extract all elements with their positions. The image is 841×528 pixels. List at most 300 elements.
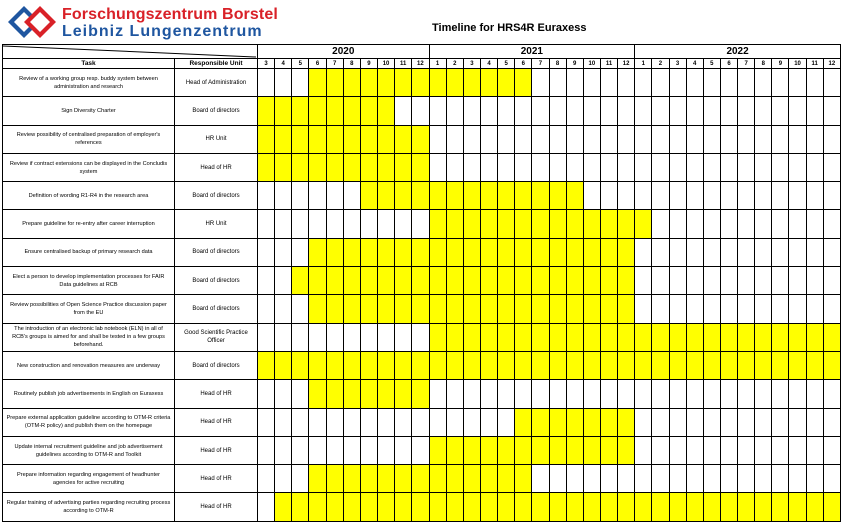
timeline-cell <box>549 97 566 125</box>
table-row <box>3 465 841 493</box>
timeline-cell-active <box>652 493 669 521</box>
timeline-cell-active <box>377 125 394 153</box>
timeline-cell-active <box>480 210 497 238</box>
timeline-cell <box>806 380 823 408</box>
timeline-cell <box>686 238 703 266</box>
timeline-cell <box>789 238 806 266</box>
timeline-cell-active <box>498 351 515 379</box>
timeline-cell <box>326 408 343 436</box>
timeline-cell-active <box>618 210 635 238</box>
timeline-cell <box>635 97 652 125</box>
timeline-cell-active <box>498 69 515 97</box>
timeline-cell <box>686 465 703 493</box>
timeline-cell-active <box>566 295 583 323</box>
timeline-cell <box>652 408 669 436</box>
timeline-cell-active <box>549 295 566 323</box>
timeline-cell-active <box>600 267 617 295</box>
timeline-cell-active <box>738 493 755 521</box>
timeline-cell <box>343 210 360 238</box>
timeline-cell-active <box>566 267 583 295</box>
timeline-cell <box>823 125 840 153</box>
timeline-cell-active <box>738 351 755 379</box>
timeline-cell-active <box>343 493 360 521</box>
responsible-unit-cell: HR Unit <box>175 125 258 153</box>
timeline-cell-active <box>583 493 600 521</box>
month-header: 6 <box>309 59 326 69</box>
timeline-cell <box>806 97 823 125</box>
timeline-cell-active <box>498 182 515 210</box>
timeline-cell <box>275 182 292 210</box>
timeline-cell-active <box>360 125 377 153</box>
timeline-cell <box>309 210 326 238</box>
timeline-cell-active <box>772 351 789 379</box>
timeline-cell-active <box>532 408 549 436</box>
timeline-cell <box>515 97 532 125</box>
timeline-cell-active <box>326 380 343 408</box>
timeline-cell-active <box>618 436 635 464</box>
timeline-cell <box>326 436 343 464</box>
timeline-cell-active <box>360 295 377 323</box>
timeline-cell <box>515 153 532 181</box>
timeline-cell-active <box>463 238 480 266</box>
timeline-cell <box>806 465 823 493</box>
responsible-unit-cell: Board of directors <box>175 97 258 125</box>
timeline-cell-active <box>429 182 446 210</box>
timeline-cell <box>549 153 566 181</box>
timeline-cell <box>480 125 497 153</box>
timeline-cell-active <box>343 380 360 408</box>
timeline-cell-active <box>583 323 600 351</box>
timeline-cell-active <box>532 210 549 238</box>
timeline-cell-active <box>309 238 326 266</box>
timeline-cell-active <box>360 380 377 408</box>
timeline-cell-active <box>377 182 394 210</box>
timeline-cell <box>720 182 737 210</box>
responsible-unit-cell: Head of Administration <box>175 69 258 97</box>
timeline-cell-active <box>292 351 309 379</box>
table-row <box>3 380 841 408</box>
timeline-cell-active <box>669 351 686 379</box>
timeline-cell <box>806 125 823 153</box>
task-cell: Review if contract extensions can be displayed in the Concludis system <box>3 153 175 181</box>
timeline-cell-active <box>635 351 652 379</box>
timeline-cell <box>669 238 686 266</box>
timeline-cell-active <box>343 238 360 266</box>
timeline-cell <box>446 380 463 408</box>
timeline-cell <box>275 465 292 493</box>
timeline-cell-active <box>309 351 326 379</box>
timeline-cell-active <box>823 351 840 379</box>
timeline-cell-active <box>789 351 806 379</box>
timeline-cell <box>806 210 823 238</box>
corner-header-cell <box>3 45 258 59</box>
timeline-cell <box>652 380 669 408</box>
timeline-cell <box>326 182 343 210</box>
timeline-cell-active <box>703 493 720 521</box>
timeline-cell <box>652 210 669 238</box>
timeline-cell <box>463 125 480 153</box>
month-header: 9 <box>566 59 583 69</box>
timeline-cell-active <box>618 493 635 521</box>
timeline-cell <box>515 125 532 153</box>
timeline-cell <box>703 295 720 323</box>
timeline-cell <box>755 436 772 464</box>
timeline-cell-active <box>292 125 309 153</box>
timeline-cell-active <box>738 323 755 351</box>
timeline-cell <box>652 69 669 97</box>
timeline-cell <box>738 238 755 266</box>
timeline-cell-active <box>377 69 394 97</box>
month-header-row <box>3 59 841 69</box>
responsible-unit-cell: Head of HR <box>175 153 258 181</box>
timeline-cell-active <box>429 295 446 323</box>
timeline-cell-active <box>429 465 446 493</box>
timeline-cell <box>377 210 394 238</box>
timeline-cell-active <box>566 408 583 436</box>
timeline-cell <box>686 153 703 181</box>
timeline-cell-active <box>823 323 840 351</box>
timeline-cell <box>789 408 806 436</box>
timeline-cell <box>618 465 635 493</box>
timeline-cell-active <box>566 493 583 521</box>
timeline-cell <box>292 210 309 238</box>
timeline-cell-active <box>720 351 737 379</box>
timeline-cell <box>720 295 737 323</box>
month-header: 11 <box>395 59 412 69</box>
timeline-cell <box>532 125 549 153</box>
timeline-cell-active <box>498 238 515 266</box>
timeline-cell <box>600 153 617 181</box>
timeline-cell-active <box>377 97 394 125</box>
timeline-cell-active <box>600 295 617 323</box>
timeline-cell-active <box>823 493 840 521</box>
timeline-cell-active <box>377 493 394 521</box>
timeline-cell-active <box>360 465 377 493</box>
timeline-cell <box>755 465 772 493</box>
timeline-cell-active <box>669 323 686 351</box>
timeline-cell <box>566 125 583 153</box>
timeline-cell <box>720 125 737 153</box>
year-header-row <box>3 45 841 59</box>
timeline-cell <box>669 295 686 323</box>
timeline-cell-active <box>343 125 360 153</box>
month-header: 9 <box>360 59 377 69</box>
timeline-cell-active <box>583 436 600 464</box>
timeline-cell <box>258 69 275 97</box>
timeline-cell <box>532 465 549 493</box>
timeline-cell-active <box>515 182 532 210</box>
timeline-cell <box>720 97 737 125</box>
timeline-cell-active <box>532 493 549 521</box>
month-header: 8 <box>343 59 360 69</box>
timeline-cell <box>652 97 669 125</box>
table-row <box>3 351 841 379</box>
timeline-cell <box>258 323 275 351</box>
month-header: 7 <box>738 59 755 69</box>
timeline-cell <box>806 153 823 181</box>
timeline-cell <box>806 267 823 295</box>
timeline-cell <box>823 97 840 125</box>
timeline-cell <box>446 408 463 436</box>
timeline-cell <box>686 69 703 97</box>
timeline-cell-active <box>395 465 412 493</box>
timeline-cell <box>686 436 703 464</box>
timeline-cell-active <box>515 238 532 266</box>
timeline-cell-active <box>463 69 480 97</box>
timeline-cell <box>703 69 720 97</box>
responsible-unit-cell: Head of HR <box>175 380 258 408</box>
timeline-cell-active <box>549 238 566 266</box>
timeline-cell <box>738 125 755 153</box>
timeline-cell-active <box>480 436 497 464</box>
timeline-cell-active <box>480 69 497 97</box>
unit-column-header: Responsible Unit <box>175 59 258 69</box>
timeline-cell-active <box>463 436 480 464</box>
timeline-cell <box>583 153 600 181</box>
timeline-cell-active <box>395 380 412 408</box>
timeline-cell <box>498 97 515 125</box>
timeline-cell-active <box>446 210 463 238</box>
timeline-cell <box>772 210 789 238</box>
timeline-cell-active <box>600 493 617 521</box>
timeline-cell <box>618 97 635 125</box>
timeline-cell <box>755 267 772 295</box>
task-cell: Review possibilities of Open Science Practice discussion paper from the EU <box>3 295 175 323</box>
month-header: 8 <box>549 59 566 69</box>
timeline-cell <box>463 97 480 125</box>
timeline-cell <box>549 380 566 408</box>
timeline-cell-active <box>292 493 309 521</box>
timeline-cell-active <box>515 69 532 97</box>
timeline-cell-active <box>600 408 617 436</box>
timeline-cell-active <box>686 323 703 351</box>
timeline-cell-active <box>463 182 480 210</box>
timeline-cell <box>292 323 309 351</box>
timeline-cell-active <box>412 153 429 181</box>
timeline-cell <box>600 97 617 125</box>
timeline-cell <box>823 210 840 238</box>
timeline-cell <box>669 465 686 493</box>
month-header: 2 <box>446 59 463 69</box>
timeline-cell <box>583 97 600 125</box>
timeline-cell <box>515 380 532 408</box>
timeline-cell-active <box>755 493 772 521</box>
month-header: 11 <box>600 59 617 69</box>
timeline-cell-active <box>772 493 789 521</box>
timeline-cell <box>600 182 617 210</box>
timeline-cell <box>686 210 703 238</box>
timeline-cell <box>326 210 343 238</box>
timeline-cell <box>566 380 583 408</box>
timeline-cell-active <box>498 493 515 521</box>
timeline-cell <box>789 69 806 97</box>
timeline-cell-active <box>446 69 463 97</box>
timeline-cell <box>446 97 463 125</box>
timeline-cell-active <box>326 465 343 493</box>
timeline-cell <box>566 153 583 181</box>
timeline-cell <box>258 408 275 436</box>
timeline-cell-active <box>463 323 480 351</box>
timeline-cell <box>275 267 292 295</box>
timeline-cell-active <box>566 436 583 464</box>
timeline-cell-active <box>395 153 412 181</box>
timeline-cell-active <box>480 351 497 379</box>
timeline-cell-active <box>720 323 737 351</box>
timeline-cell <box>703 210 720 238</box>
document-title: Timeline for HRS4R Euraxess <box>432 22 587 34</box>
timeline-cell <box>549 465 566 493</box>
timeline-cell-active <box>600 238 617 266</box>
timeline-cell-active <box>429 210 446 238</box>
timeline-cell <box>275 238 292 266</box>
timeline-cell-active <box>549 210 566 238</box>
timeline-cell-active <box>686 493 703 521</box>
timeline-cell <box>772 465 789 493</box>
timeline-cell <box>823 238 840 266</box>
timeline-cell-active <box>549 351 566 379</box>
timeline-cell <box>292 380 309 408</box>
timeline-cell-active <box>395 267 412 295</box>
timeline-cell <box>618 125 635 153</box>
timeline-cell-active <box>532 238 549 266</box>
timeline-cell <box>686 408 703 436</box>
timeline-cell <box>429 125 446 153</box>
timeline-cell-active <box>412 295 429 323</box>
timeline-cell <box>292 436 309 464</box>
timeline-cell <box>446 125 463 153</box>
timeline-cell-active <box>480 238 497 266</box>
timeline-cell-active <box>789 323 806 351</box>
timeline-cell <box>292 408 309 436</box>
timeline-cell-active <box>566 182 583 210</box>
timeline-cell <box>755 153 772 181</box>
month-header: 7 <box>326 59 343 69</box>
timeline-cell <box>755 295 772 323</box>
timeline-cell <box>738 267 755 295</box>
timeline-cell <box>498 408 515 436</box>
timeline-cell <box>789 380 806 408</box>
timeline-cell-active <box>429 436 446 464</box>
responsible-unit-cell: Board of directors <box>175 238 258 266</box>
month-header: 1 <box>429 59 446 69</box>
timeline-cell <box>258 182 275 210</box>
timeline-cell <box>463 153 480 181</box>
month-header: 8 <box>755 59 772 69</box>
timeline-cell-active <box>532 351 549 379</box>
timeline-cell-active <box>618 238 635 266</box>
task-cell: Review of a working group resp. buddy system between administration and research <box>3 69 175 97</box>
timeline-cell-active <box>532 182 549 210</box>
timeline-cell <box>566 465 583 493</box>
timeline-cell-active <box>446 493 463 521</box>
timeline-cell-active <box>806 493 823 521</box>
timeline-cell-active <box>480 465 497 493</box>
timeline-cell-active <box>326 238 343 266</box>
timeline-cell-active <box>635 210 652 238</box>
timeline-cell <box>669 97 686 125</box>
timeline-cell-active <box>412 238 429 266</box>
timeline-cell-active <box>446 267 463 295</box>
timeline-cell-active <box>498 323 515 351</box>
timeline-cell-active <box>515 408 532 436</box>
timeline-cell-active <box>258 153 275 181</box>
timeline-cell <box>772 153 789 181</box>
timeline-cell <box>583 182 600 210</box>
timeline-cell <box>772 97 789 125</box>
timeline-cell-active <box>549 267 566 295</box>
year-header-2021: 2021 <box>429 45 635 59</box>
timeline-cell <box>720 267 737 295</box>
timeline-cell-active <box>429 69 446 97</box>
timeline-cell-active <box>549 493 566 521</box>
timeline-cell-active <box>395 493 412 521</box>
timeline-cell <box>463 380 480 408</box>
timeline-cell-active <box>395 351 412 379</box>
timeline-cell <box>755 182 772 210</box>
responsible-unit-cell: Board of directors <box>175 267 258 295</box>
timeline-cell-active <box>412 380 429 408</box>
timeline-cell-active <box>566 323 583 351</box>
timeline-cell-active <box>463 267 480 295</box>
timeline-cell <box>498 125 515 153</box>
timeline-cell <box>395 323 412 351</box>
timeline-cell-active <box>326 295 343 323</box>
timeline-cell <box>429 153 446 181</box>
timeline-cell <box>738 153 755 181</box>
timeline-cell <box>772 408 789 436</box>
timeline-cell-active <box>720 493 737 521</box>
timeline-cell <box>258 436 275 464</box>
timeline-cell-active <box>343 97 360 125</box>
timeline-cell <box>738 408 755 436</box>
timeline-cell-active <box>446 465 463 493</box>
timeline-cell <box>412 408 429 436</box>
table-row <box>3 210 841 238</box>
timeline-cell <box>600 69 617 97</box>
timeline-cell <box>669 182 686 210</box>
month-header: 1 <box>635 59 652 69</box>
timeline-cell-active <box>309 380 326 408</box>
timeline-cell-active <box>618 351 635 379</box>
timeline-cell-active <box>618 267 635 295</box>
timeline-cell <box>652 267 669 295</box>
timeline-cell-active <box>360 493 377 521</box>
timeline-cell-active <box>498 267 515 295</box>
timeline-cell <box>703 436 720 464</box>
table-row <box>3 69 841 97</box>
timeline-cell-active <box>583 238 600 266</box>
timeline-cell-active <box>343 295 360 323</box>
timeline-cell-active <box>377 153 394 181</box>
timeline-cell-active <box>258 97 275 125</box>
timeline-cell-active <box>446 436 463 464</box>
table-row <box>3 153 841 181</box>
timeline-cell <box>669 69 686 97</box>
timeline-cell <box>686 125 703 153</box>
timeline-cell <box>755 408 772 436</box>
timeline-cell-active <box>309 295 326 323</box>
timeline-cell <box>309 408 326 436</box>
timeline-cell <box>618 153 635 181</box>
timeline-cell <box>669 210 686 238</box>
timeline-cell <box>618 69 635 97</box>
timeline-cell <box>703 465 720 493</box>
timeline-cell-active <box>498 436 515 464</box>
timeline-cell <box>635 436 652 464</box>
timeline-cell <box>720 408 737 436</box>
logo-line1: Forschungszentrum Borstel <box>62 6 278 23</box>
timeline-cell-active <box>755 351 772 379</box>
